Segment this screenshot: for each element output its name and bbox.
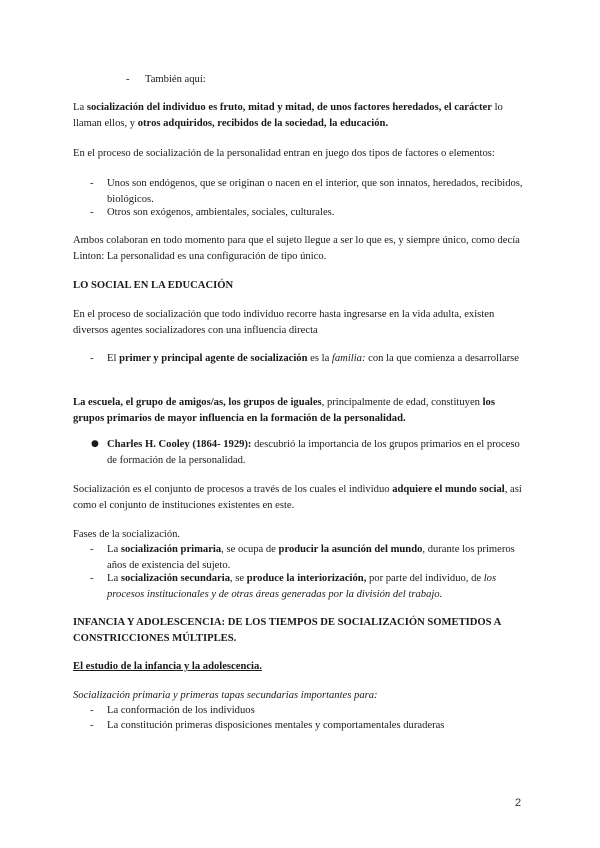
paragraph-socializacion-factores: La socialización del individuo es fruto, mitad y mitad, de unos factores heredados, el carácter lo llaman ellos, y otros adquiridos, recibidos de la sociedad, la educación. bbox=[73, 102, 503, 129]
dash-bullet: - bbox=[126, 74, 130, 85]
dash-bullet: - bbox=[90, 544, 94, 555]
list-item bbox=[73, 176, 528, 208]
section-heading: LO SOCIAL EN LA EDUCACIÓN bbox=[73, 280, 234, 291]
paragraph-ambos-colaboran: Ambos colaboran en todo momento para que el sujeto llegue a ser lo que es, y siempre único, como decía Linton: La personalidad es una configuración de tipo único. bbox=[73, 235, 520, 262]
round-bullet: ● bbox=[91, 439, 99, 449]
list-item-text: La socialización secundaria, se produce la interiorización, por parte del individuo, de los procesos institucionales y de otras áreas generadas por la división del trabajo. bbox=[107, 573, 497, 600]
paragraph-tipos-factores: En el proceso de socialización de la personalidad entran en juego dos tipos de factores o elementos: bbox=[73, 148, 495, 159]
paragraph-agentes: En el proceso de socialización que todo individuo recorre hasta ingresarse en la vida adulta, existen diversos agentes socializadores con una influencia directa bbox=[73, 309, 495, 336]
section-heading: INFANCIA Y ADOLESCENCIA: DE LOS TIEMPOS DE SOCIALIZACIÓN SOMETIDOS A CONSTRICCIONES MÚLTIPLES. bbox=[73, 617, 501, 644]
list-item-text: La constitución primeras disposiciones mentales y comportamentales duraderas bbox=[107, 720, 445, 731]
list-item-text: Otros son exógenos, ambientales, sociales, culturales. bbox=[107, 207, 335, 218]
dash-bullet: - bbox=[90, 207, 94, 218]
subsection-heading: El estudio de la infancia y la adolescencia. bbox=[73, 661, 262, 672]
list-item-text: La socialización primaria, se ocupa de producir la asunción del mundo, durante los primeros años de existencia del sujeto. bbox=[107, 544, 515, 571]
list-item-text: La conformación de los individuos bbox=[107, 705, 255, 716]
paragraph-grupos-primarios: La escuela, el grupo de amigos/as, los grupos de iguales, principalmente de edad, constituyen los grupos primarios de mayor influencia en la formación de la personalidad. bbox=[73, 397, 495, 424]
paragraph-definicion-socializacion: Socialización es el conjunto de procesos a través de los cuales el individuo adquiere el mundo social, así como el conjunto de instituciones existentes en este. bbox=[73, 484, 522, 511]
dash-bullet: - bbox=[90, 720, 94, 731]
list-item-text: Unos son endógenos, que se originan o nacen en el interior, que son innatos, heredados, recibidos, biológicos. bbox=[107, 178, 523, 205]
dash-bullet: - bbox=[90, 353, 94, 364]
dash-bullet: - bbox=[90, 705, 94, 716]
page-number: 2 bbox=[515, 797, 522, 809]
list-item-text: Charles H. Cooley (1864- 1929): descubrió la importancia de los grupos primarios en el proceso de formación de la personalidad. bbox=[107, 439, 520, 466]
list-item-text: También aquí: bbox=[145, 74, 206, 85]
paragraph-socializacion-primaria: Socialización primaria y primeras tapas secundarias importantes para: bbox=[73, 690, 378, 701]
dash-bullet: - bbox=[90, 178, 94, 189]
dash-bullet: - bbox=[90, 573, 94, 584]
phases-title: Fases de la socialización. bbox=[73, 529, 181, 540]
list-item-text: El primer y principal agente de socialización es la familia: con la que comienza a desarrollarse bbox=[107, 353, 520, 364]
